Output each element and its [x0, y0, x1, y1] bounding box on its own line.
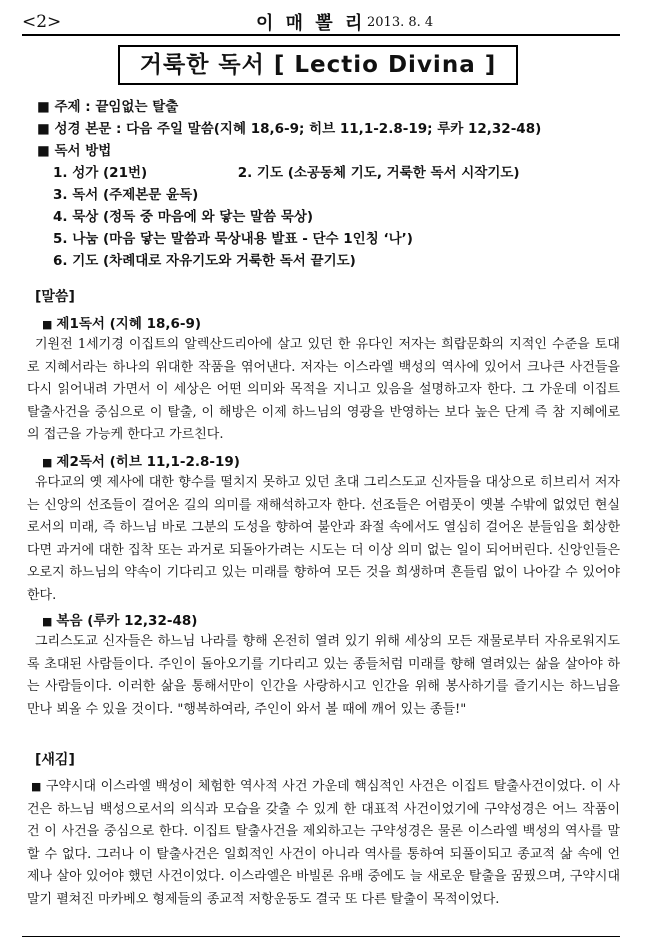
- method-steps: [37, 162, 627, 272]
- reading-text: 그리스도교 신자들은 하느님 나라를 향해 온전히 열려 있기 위해 세상의 모든 재물로부터 자유로워지도록 초대된 사람들이다. 주인이 돌아오기를 기다리고 있는 종들처럼 미래를 향해 열려있는 삶을 살아야 하는 사람들이다. 이러한 삶을 통해서만이 인간을 사랑하시고 인간을 위해 봉사하기를 즐기시는 하느님을 만나 뵈올 수 있을 것이다. "행복하여라, 주인이 와서 볼 때에 깨어 있는 종들!": [27, 634, 620, 717]
- square-bullet-icon: ■: [42, 318, 53, 331]
- reflection-body: 구약시대 이스라엘 백성이 체험한 역사적 사건 가운데 핵심적인 사건은 이집트 탈출사건이었다. 이 사건은 하느님 백성으로서의 의식과 모습을 갖출 수 있게 한 대표적 사건이었기에 구약성경은 어느 작품이건 이 사건을 중심으로 한다. 이집트 탈출사건을 제외하고는 구약성경은 물론 이스라엘 백성의 역사를 말할 수 없다. 그러나 이 탈출사건은 일회적인 사건이 아니라 역사를 통하여 되풀이되고 종교적 삶 속에 언제나 살아 있어야 했던 사건이었다. 이스라엘은 바빌론 유배 중에도 늘 새로운 탈출을 꿈꿨으며, 구약시대 말기 펼쳐진 마카베오 형제들의 종교적 저항운동도 결국 또 다른 탈출이 목적이었다.: [27, 779, 620, 907]
- page-header: [22, 8, 620, 36]
- reading-title: 복음 (루카 12,32-48): [56, 613, 198, 629]
- reading-heading: [42, 314, 201, 334]
- document-title: 거룩한 독서 [ Lectio Divina ]: [118, 45, 518, 85]
- method-line: ■ 독서 방법: [37, 143, 112, 159]
- step-item: 3. 독서 (주제본문 윤독): [53, 187, 199, 203]
- square-bullet-icon: ■: [42, 456, 53, 469]
- reading-heading: [42, 452, 240, 472]
- reading-text: 기원전 1세기경 이집트의 알렉산드리아에 살고 있던 한 유다인 저자는 희랍문화의 지적인 수준을 토대로 지혜서라는 하나의 위대한 작품을 엮어낸다. 저자는 이스라엘 백성의 역사에 있어서 크나큰 사건들을 다시 읽어내려 가면서 이 세상은 어떤 의미와 목적을 지니고 있음을 설명하고자 한다. 그 가운데 이집트 탈출사건을 중심으로 이 탈출, 이 해방은 이제 하느님의 영광을 반영하는 보다 높은 단계 즉 참 지혜에로의 접근을 가능케 한다고 가르친다.: [27, 337, 620, 442]
- reading-title: 제1독서 (지혜 18,6-9): [56, 316, 202, 332]
- paper-name: 이 매 뽈 리: [256, 13, 366, 34]
- step-item: 6. 기도 (차례대로 자유기도와 거룩한 독서 끝기도): [53, 253, 356, 269]
- square-bullet-icon: ■: [42, 615, 53, 628]
- scripture-line: ■ 성경 본문 : 다음 주일 말씀(지혜 18,6-9; 히브 11,1-2.8-19; 루카 12,32-48): [37, 121, 542, 137]
- issue-date: 2013. 8. 4: [367, 15, 434, 30]
- reflection-text: [27, 776, 620, 911]
- step-row: [53, 162, 627, 184]
- theme-line: ■ 주제 : 끝임없는 탈출: [37, 99, 179, 115]
- step-item: 4. 묵상 (정독 중 마음에 와 닿는 말씀 묵상): [53, 209, 314, 225]
- reflection-section-label: [새김]: [35, 752, 75, 768]
- page-number: <2>: [22, 12, 62, 32]
- reading-heading: [42, 611, 197, 631]
- word-section-label: [말씀]: [35, 289, 75, 305]
- bottom-divider: [22, 936, 620, 937]
- reading-title: 제2독서 (히브 11,1-2.8-19): [56, 454, 240, 470]
- reading-text: 유다교의 옛 제사에 대한 향수를 떨치지 못하고 있던 초대 그리스도교 신자들을 대상으로 히브리서 저자는 신앙의 선조들이 걸어온 길의 의미를 재해석하고자 한다. 선조들은 어렴풋이 옛볼 수밖에 없었던 현실로서의 미래, 즉 하느님 바로 그분의 도성을 향하여 불안과 좌절 속에서도 열심히 걸어온 분들임을 회상한다면 과거에 대한 집착 또는 과거로 되돌아가려는 시도는 더 이상 의미 없는 일이 되어버린다. 신앙인들은 오로지 하느님의 약속이 기다리고 있는 미래를 향하여 모든 것을 희생하며 흔들림 없이 나아갈 수 있어야 한다.: [27, 475, 620, 603]
- step-item: 5. 나눔 (마음 닿는 말씀과 묵상내용 발표 - 단수 1인칭 ‘나’): [53, 231, 413, 247]
- square-bullet-icon: ■: [27, 780, 42, 793]
- step-item: 2. 기도 (소공동체 기도, 거룩한 독서 시작기도): [237, 165, 520, 181]
- reading-info: [37, 96, 627, 272]
- step-item: 1. 성가 (21번): [53, 165, 148, 181]
